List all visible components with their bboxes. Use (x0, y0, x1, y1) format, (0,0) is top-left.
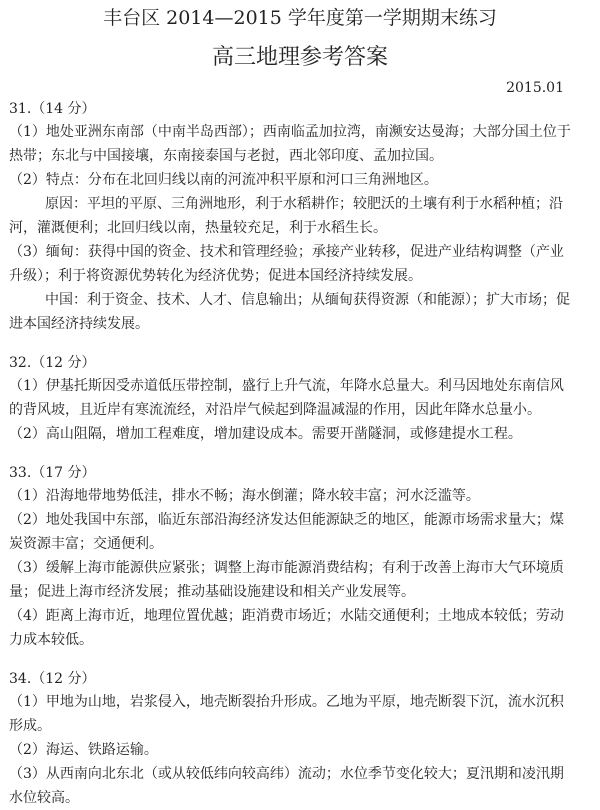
answer-line: （3）缓解上海市能源供应紧张；调整上海市能源消费结构；有利于改善上海市大气环境质 (9, 560, 564, 576)
question-header: 33.（17 分） (9, 465, 96, 481)
answer-line: （2）特点：分布在北回归线以南的河流冲积平原和河口三角洲地区。 (9, 172, 438, 188)
question-header: 34.（12 分） (9, 671, 96, 687)
answer-line: （4）距离上海市近，地理位置优越；距消费市场近；水陆交通便利；土地成本较低；劳动 (9, 608, 564, 624)
answer-line: 升级）；利于将资源优势转化为经济优势；促进本国经济持续发展。 (9, 268, 422, 284)
question-header: 31.（14 分） (9, 101, 96, 117)
answer-line: （2）地处我国中东部，临近东部沿海经济发达但能源缺乏的地区，能源市场需求量大；煤 (9, 512, 564, 528)
answer-line: （2）海运、铁路运输。 (9, 742, 158, 758)
answer-line: 的背风坡，且近岸有寒流流经，对沿岸气候起到降温减湿的作用，因此年降水总量小。 (9, 402, 541, 418)
answer-line: （1）伊基托斯因受赤道低压带控制，盛行上升气流，年降水总量大。利马因地处东南信风 (9, 378, 564, 394)
answer-line: 热带；东北与中国接壤，东南接泰国与老挝，西北邻印度、孟加拉国。 (9, 148, 443, 164)
answer-line: （3）从西南向北东北（或从较低纬向较高纬）流动；水位季节变化较大；夏汛期和凌汛期 (9, 766, 564, 782)
answer-line: 原因：平坦的平原、三角洲地形，利于水稻耕作；较肥沃的土壤有利于水稻种植；沿 (45, 196, 563, 212)
answer-line: （1）地处亚洲东南部（中南半岛西部）；西南临孟加拉湾，南濒安达曼海；大部分国土位于 (9, 124, 571, 140)
answer-line: 进本国经济持续发展。 (9, 316, 149, 332)
document-date: 2015.01 (506, 80, 564, 96)
answer-line: （3）缅甸：获得中国的资金、技术和管理经验；承接产业转移，促进产业结构调整（产业 (9, 244, 564, 260)
answer-line: （1）甲地为山地，岩浆侵入，地壳断裂抬升形成。乙地为平原，地壳断裂下沉，流水沉积 (9, 694, 564, 710)
document-subtitle: 高三地理参考答案 (211, 45, 388, 70)
answer-line: （1）沿海地带地势低洼，排水不畅；海水倒灌；降水较丰富；河水泛滥等。 (9, 488, 480, 504)
answer-line: 炭资源丰富；交通便利。 (9, 536, 163, 552)
answer-line: （2）高山阻隔，增加工程难度，增加建设成本。需要开凿隧洞，或修建提水工程。 (9, 426, 522, 442)
answer-line: 形成。 (9, 718, 51, 734)
answer-line: 量；促进上海市经济发展；推动基础设施建设和相关产业发展等。 (9, 584, 415, 600)
document-title: 丰台区 2014—2015 学年度第一学期期末练习 (103, 7, 497, 29)
answer-line: 河，灌溉便利；北回归线以南，热量较充足，利于水稻生长。 (9, 220, 387, 236)
answer-line: 中国：利于资金、技术、人才、信息输出；从缅甸获得资源（和能源）；扩大市场；促 (45, 292, 570, 308)
answer-line: 水位较高。 (9, 790, 79, 806)
answer-line: 力成本较低。 (9, 632, 93, 648)
question-header: 32.（12 分） (9, 355, 96, 371)
